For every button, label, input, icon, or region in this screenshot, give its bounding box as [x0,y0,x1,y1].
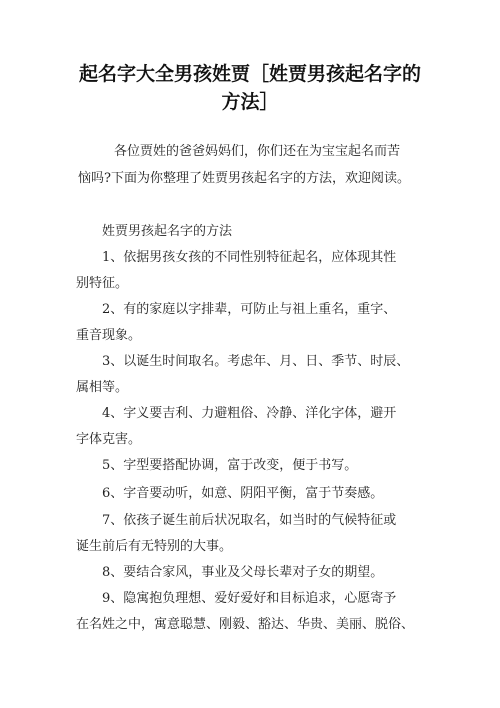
list-item-7-line-1: 7、依孩子诞生前后状况取名，如当时的气候特征或 [102,513,397,528]
list-item-7-line-2: 诞生前后有无特别的大事。 [76,539,233,554]
intro-line-2: 恼吗?下面为你整理了姓贾男孩起名字的方法，欢迎阅读。 [78,171,410,186]
section-heading: 姓贾男孩起名字的方法 [102,224,233,239]
list-item-9-line-2: 在名姓之中，寓意聪慧、刚毅、豁达、华贵、美丽、脱俗、 [76,617,415,632]
list-item-6-line-1: 6、字音要动听，如意、阴阳平衡，富于节奏感。 [102,486,384,501]
list-item-3-line-1: 3、以诞生时间取名。考虑年、月、日、季节、时辰、 [102,354,410,369]
list-item-9-line-1: 9、隐寓抱负理想、爱好爱好和目标追求，心愿寄予 [102,591,397,606]
document-title-line-1: 起名字大全男孩姓贾［姓贾男孩起名字的 [78,63,421,85]
list-item-3-line-2: 属相等。 [76,380,129,395]
list-item-8-line-1: 8、要结合家风，事业及父母长辈对子女的期望。 [102,565,384,580]
list-item-2-line-1: 2、有的家庭以字排辈，可防止与祖上重名，重字、 [102,302,397,317]
intro-line-1: 各位贾姓的爸爸妈妈们，你们还在为宝宝起名而苦 [114,144,401,159]
list-item-1-line-1: 1、依据男孩女孩的不同性别特征起名，应体现其性 [102,250,397,265]
list-item-5-line-1: 5、字型要搭配协调，富于改变，便于书写。 [102,458,358,473]
list-item-4-line-1: 4、字义要吉利、力避粗俗、冷静、洋化字体，避开 [102,406,397,421]
document-title-line-2: 方法］ [221,91,279,113]
list-item-2-line-2: 重音现象。 [76,328,142,343]
list-item-1-line-2: 别特征。 [76,276,129,291]
list-item-4-line-2: 字体克害。 [76,432,142,447]
